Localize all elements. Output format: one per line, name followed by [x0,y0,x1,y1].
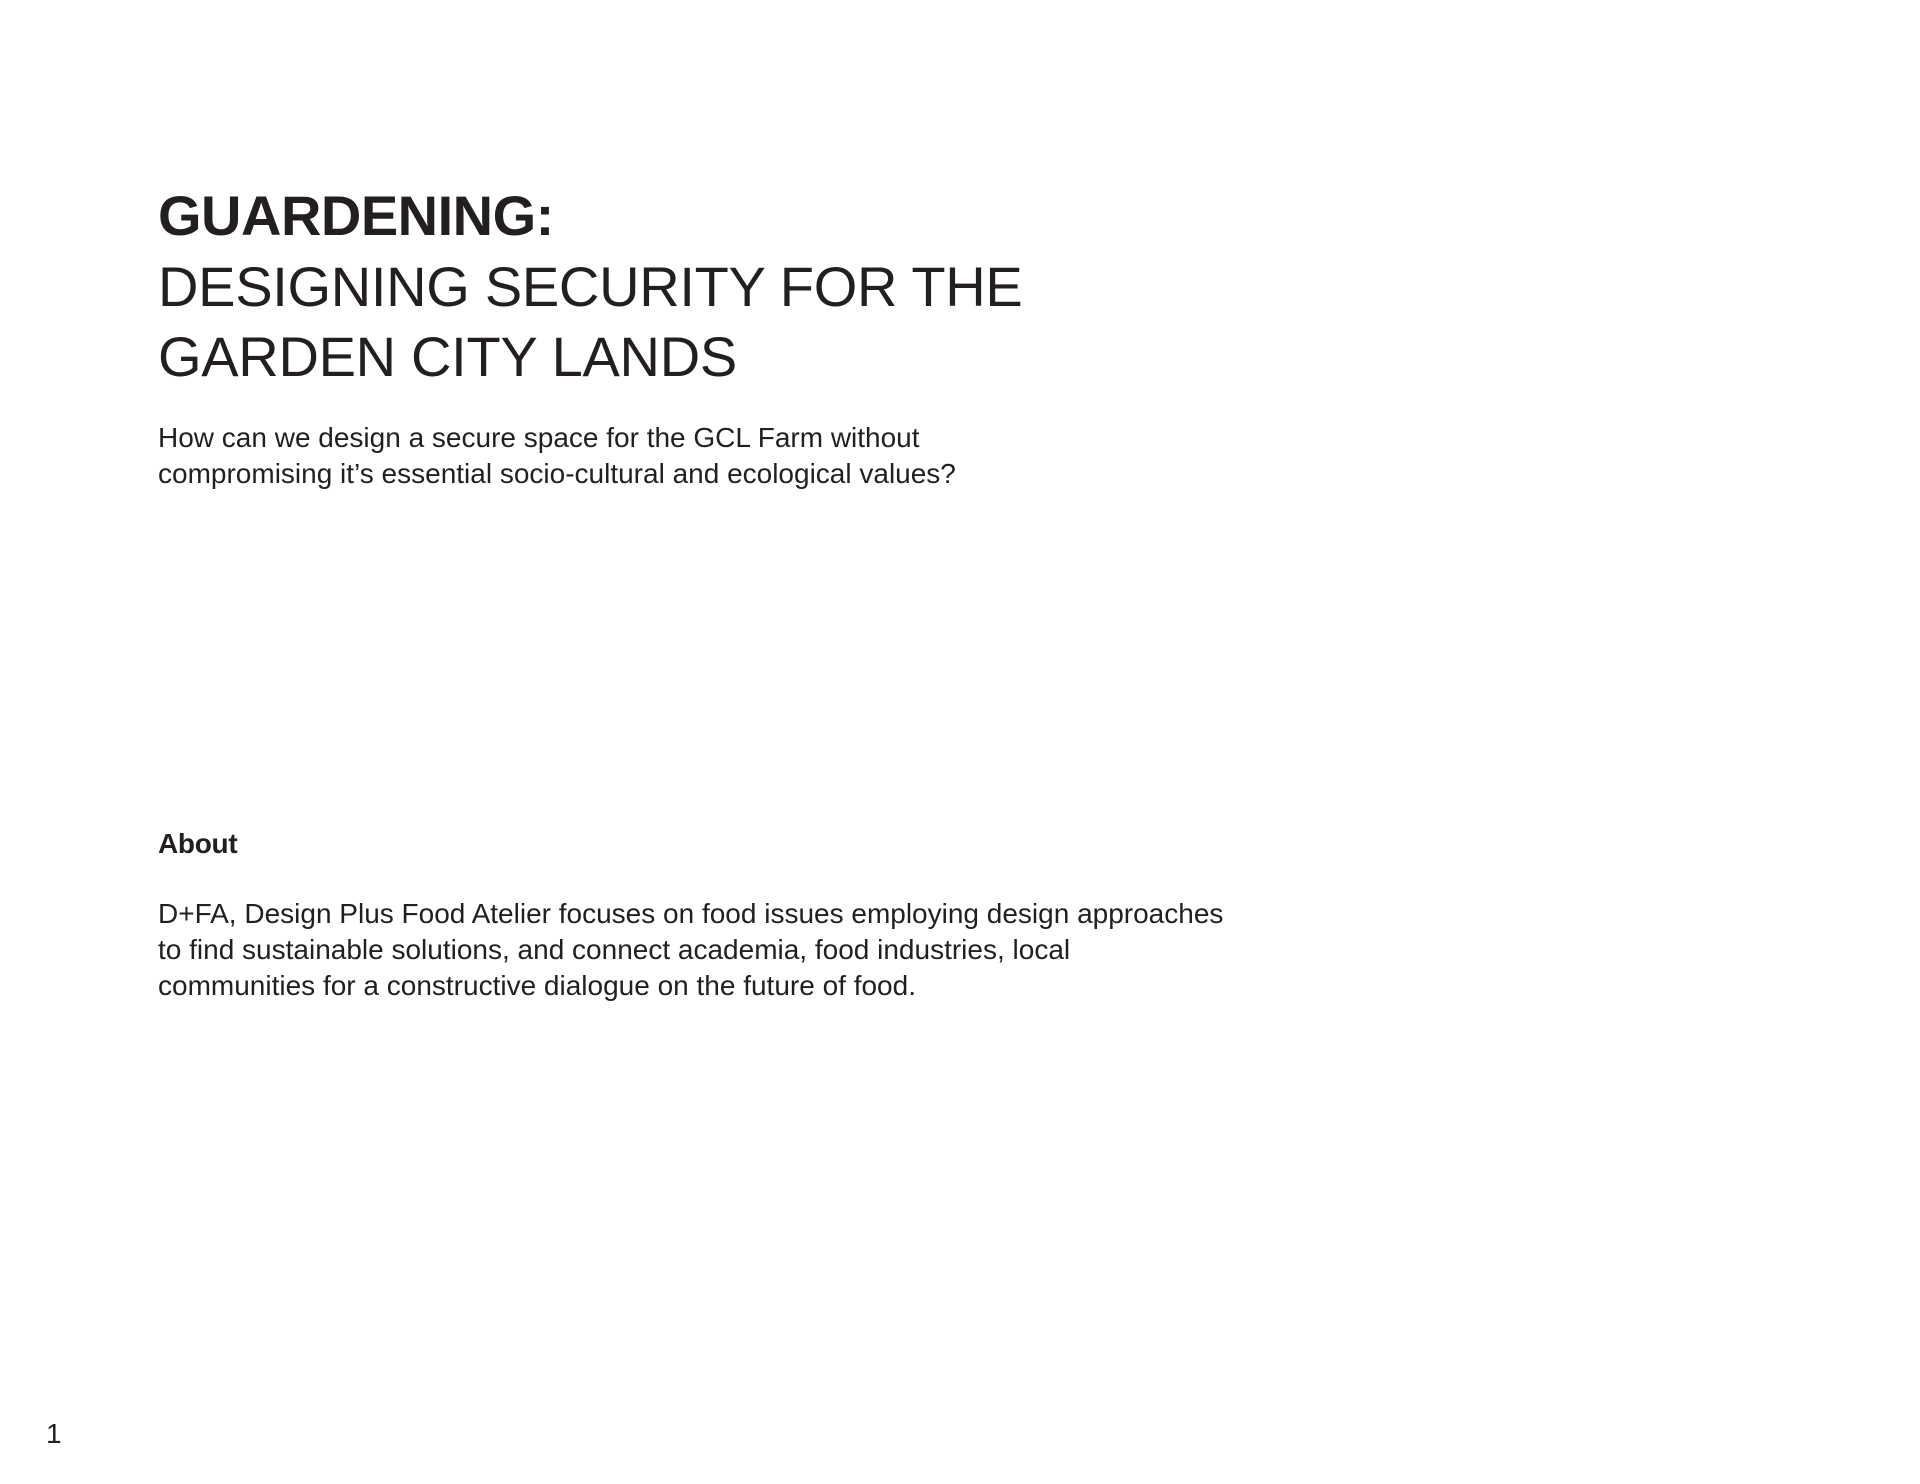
title-heading: GUARDENING: [158,184,554,247]
question-line-2: compromising it’s essential socio-cultural and ecological values? [158,458,956,489]
about-paragraph [158,896,1358,1004]
about-line-2: to find sustainable solutions, and connect academia, food industries, local [158,934,1071,965]
subtitle-line-1: DESIGNING SECURITY FOR THE [158,255,1023,318]
title-block [158,180,1258,392]
about-heading: About [158,828,238,859]
research-question [158,420,1158,492]
about-line-1: D+FA, Design Plus Food Atelier focuses on food issues employing design approaches [158,898,1224,929]
subtitle-line-2: GARDEN CITY LANDS [158,325,737,388]
page-number: 1 [46,1418,62,1449]
question-line-1: How can we design a secure space for the GCL Farm without [158,422,920,453]
about-line-3: communities for a constructive dialogue on the future of food. [158,970,916,1001]
